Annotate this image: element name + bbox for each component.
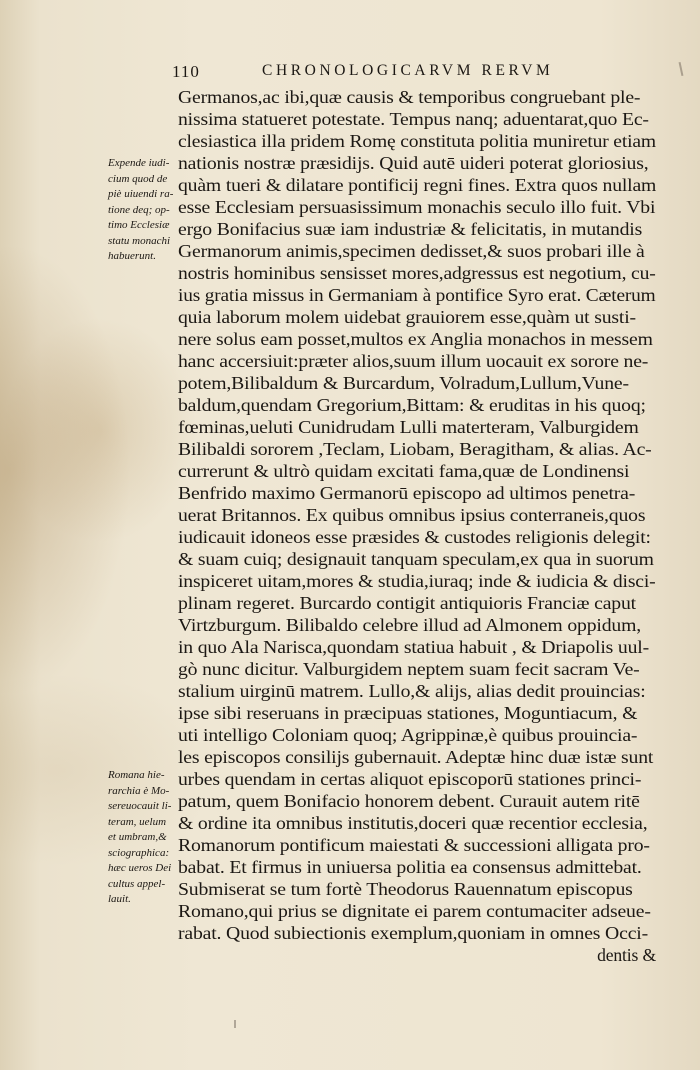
text-line: Bilibaldi sororem ,Teclam, Liobam, Beragitham, & alias. Ac- (178, 439, 652, 459)
margin-note-line: rarchia è Mo- (108, 784, 170, 797)
margin-note-line: cultus appel- (108, 877, 166, 890)
text-line: Submiserat se tum fortè Theodorus Rauennatum episcopus (178, 879, 633, 899)
margin-note-line: cium quod de (108, 172, 168, 185)
text-line: plinam regeret. Burcardo contigit antiquioris Franciæ caput (178, 593, 636, 613)
text-line: fœminas,ueluti Cunidrudam Lulli materteram, Valburgidem (178, 417, 639, 437)
text-line: in quo Ala Narisca,quondam statiua habuit , & Driapolis uul- (178, 637, 649, 657)
text-line: dentis & (597, 945, 656, 965)
text-line: ergo Bonifacius suæ iam industriæ & felicitatis, in mutandis (178, 219, 643, 239)
margin-note-line: Romana hie- (108, 769, 165, 781)
text-line: iudicauit idoneos esse præsides & custodes religionis delegit: (178, 527, 651, 547)
text-line: Germanorum animis,specimen dedisset,& suos probari ille à (178, 241, 645, 261)
text-line: les episcopos consilijs gubernauit. Adeptæ hinc duæ istæ sunt (178, 747, 654, 767)
text-line: quia laborum molem uidebat grauiorem esse,quàm ut susti- (178, 307, 636, 327)
text-line: nationis nostræ præsidijs. Quid autē uideri poterat gloriosius, (178, 153, 649, 173)
text-line: inspiceret uitam,mores & studia,iuraq; inde & iudicia & disci- (178, 571, 656, 591)
margin-note-line: Expende iudi- (108, 157, 170, 169)
margin-note-line: timo Ecclesiæ (108, 219, 170, 231)
text-line: uti intelligo Coloniam quoq; Agrippinæ,è quibus prouincia- (178, 725, 638, 745)
text-line: nissima statueret potestate. Tempus nanq; aduentarat,quo Ec- (178, 109, 649, 129)
margin-note-line: piè uiuendi ra- (108, 188, 174, 200)
text-line: gò nunc dicitur. Valburgidem neptem suam fecit sacram Ve- (178, 659, 640, 679)
text-line: stalium uirginū matrem. Lullo,& alijs, alias dedit prouincias: (178, 681, 646, 701)
text-line: Virtzburgum. Bilibaldo celebre illud ad Almonem oppidum, (178, 615, 641, 635)
margin-note-line: hæc ueros Dei (108, 862, 172, 874)
running-head (0, 62, 700, 86)
text-line: nostris hominibus sensisset mores,adgressus est negotium, cu- (178, 263, 656, 283)
margin-note-line: et umbram,& (108, 831, 167, 843)
text-line: nere solus eam posset,multos ex Anglia monachos in messem (178, 329, 653, 349)
text-line: Benfrido maximo Germanorū episcopo ad ultimos penetra- (178, 483, 636, 503)
text-line: potem,Bilibaldum & Burcardum, Volradum,Lullum,Vune- (178, 373, 629, 393)
text-line: currerunt & ultrò quidam excitati fama,quæ de Londinensi (178, 461, 630, 481)
margin-note-line: tione deq; op- (108, 203, 170, 216)
text-line: Romanorum pontificum maiestati & successioni alligata pro- (178, 835, 650, 855)
text-line: clesiastica illa pridem Romę constituta politia muniretur etiam (178, 131, 656, 151)
body-text (178, 86, 656, 966)
text-line: Romano,qui prius se dignitate ei parem contumaciter adseue- (178, 901, 651, 921)
margin-note-line: teram, uelum (108, 815, 167, 828)
text-line: & ordine ita omnibus institutis,doceri quæ recentior ecclesia, (178, 813, 648, 833)
text-line: baldum,quendam Gregorium,Bittam: & eruditas in his quoq; (178, 395, 646, 415)
margin-note-line: sereuocauit li- (108, 800, 172, 812)
text-line: quàm tueri & dilatare pontificij regni fines. Extra quos nullam (178, 175, 657, 195)
text-line: Germanos,ac ibi,quæ causis & temporibus congruebant ple- (178, 87, 641, 107)
margin-note-line: lauit. (108, 893, 131, 905)
page-number: 110 (172, 62, 200, 81)
text-line: uerat Britannos. Ex quibus omnibus ipsius conterraneis,quos (178, 505, 646, 525)
text-line: patum, quem Bonifacio honorem debent. Curauit autem ritē (178, 791, 640, 811)
text-line: ius gratia missus in Germaniam à pontifice Syro erat. Cæterum (178, 285, 656, 305)
margin-note-romana-hierarchia (108, 768, 178, 908)
text-line: urbes quendam in certas aliquot episcoporū stationes princi- (178, 769, 642, 789)
margin-note-line: statu monachi (108, 234, 171, 247)
margin-note-line: sciographica: (108, 846, 170, 859)
text-line: ipse sibi reseruans in præcipuas stationes, Moguntiacum, & (178, 703, 638, 723)
margin-note-line: habuerunt. (108, 250, 156, 262)
margin-note-expende (108, 156, 178, 265)
text-line: esse Ecclesiam persuasissimum monachis seculo illo fuit. Vbi (178, 197, 656, 217)
ink-mark (234, 1020, 236, 1028)
text-line: rabat. Quod subiectionis exemplum,quoniam in omnes Occi- (178, 923, 648, 943)
text-line: babat. Et firmus in uniuersa politia ea consensus admittebat. (178, 857, 642, 877)
text-line: & suam cuiq; designauit tanquam speculam,ex qua in suorum (178, 549, 654, 569)
text-line: hanc accersiuit:præter alios,suum illum uocauit ex sorore ne- (178, 351, 649, 371)
running-title: CHRONOLOGICARVM RERVM (262, 62, 554, 79)
